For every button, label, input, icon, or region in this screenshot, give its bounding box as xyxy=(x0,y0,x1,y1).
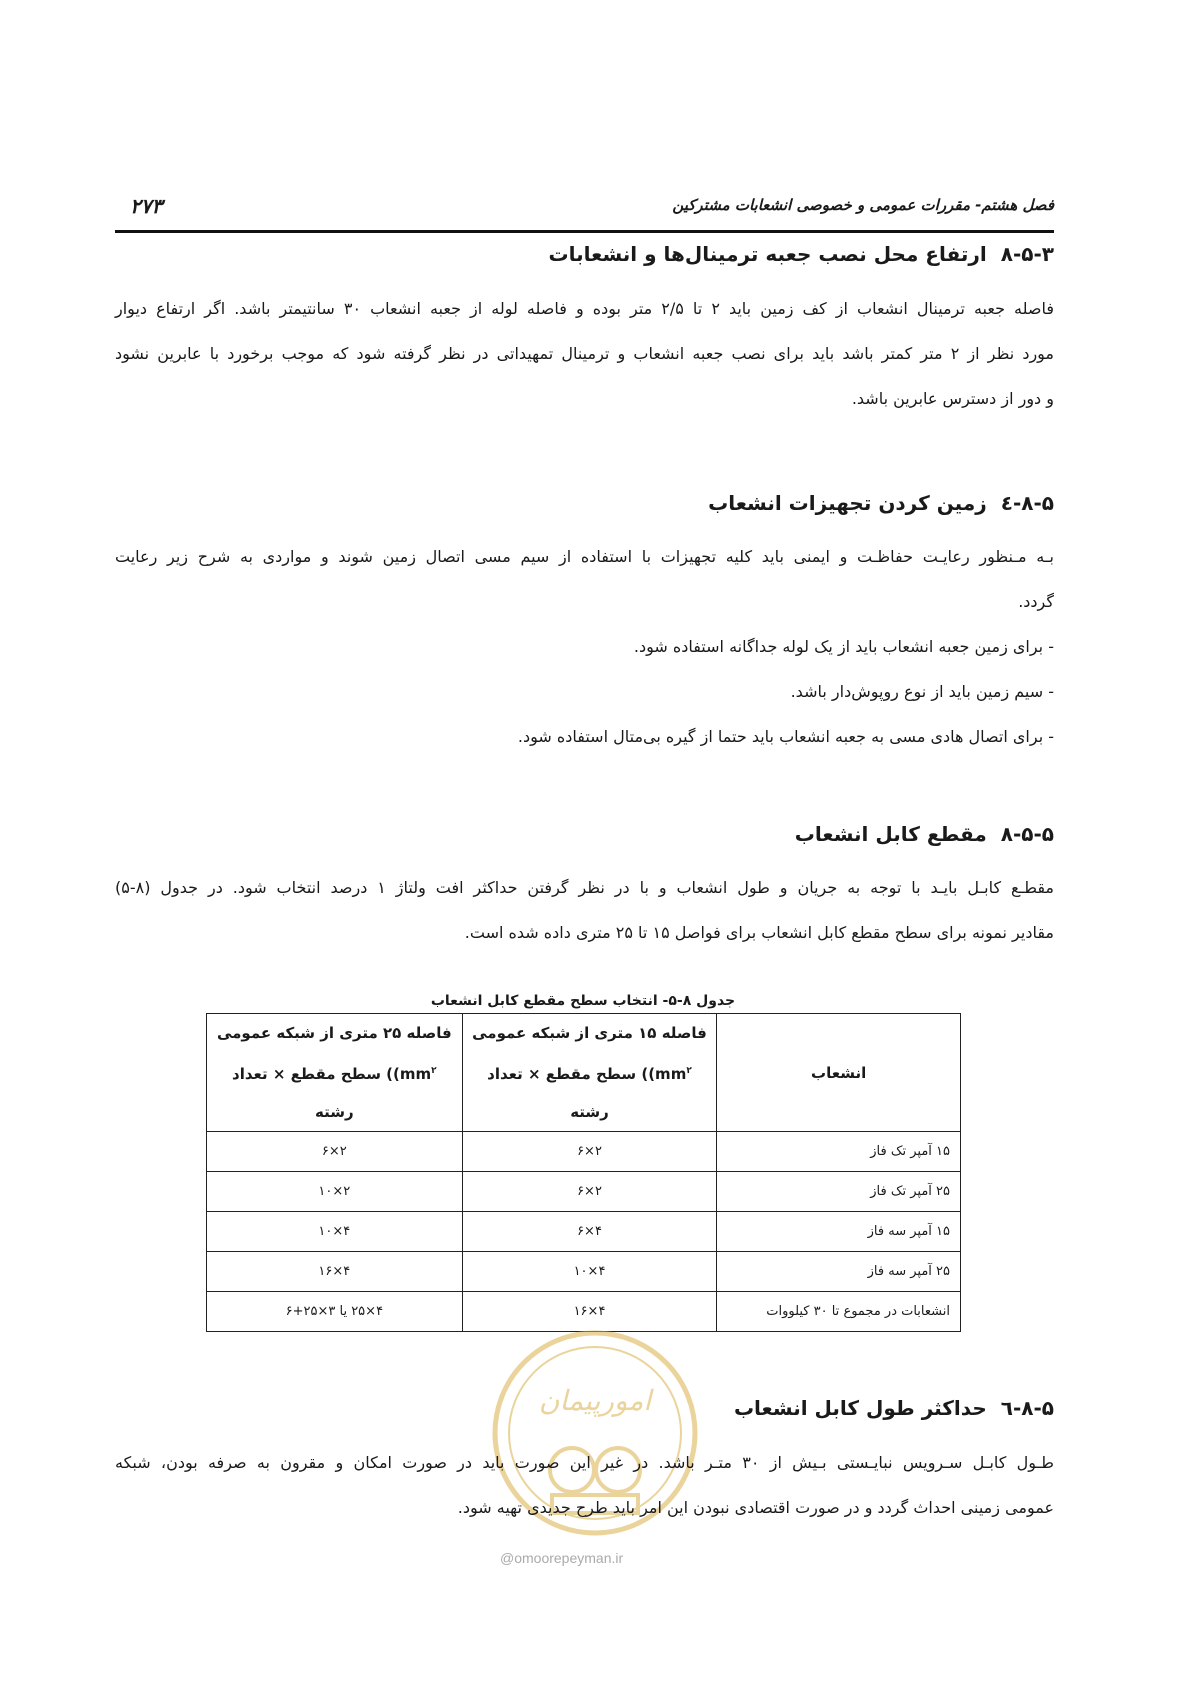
table-row xyxy=(207,1212,961,1252)
paragraph-line: مقادیر نمونه برای سطح مقطع کابل انشعاب برای فواصل ۱۵ تا ۲۵ متری داده شده است. xyxy=(464,923,1054,942)
cell-branch: ۱۵ آمپر سه فاز xyxy=(717,1212,961,1252)
unit-rest: ) سطح مقطع × تعداد xyxy=(232,1065,394,1083)
watermark-logo-text: امورپیمان xyxy=(538,1384,652,1417)
cell-15m: ۴×۱۰ xyxy=(462,1252,717,1292)
paragraph-line: فاصله جعبه ترمینال انشعاب از کف زمین باید ۲ تا ۲/۵ متر بوده و فاصله لوله از جعبه انشعاب ۳۰ سانتیمتر باشد. اگر ارتفاع دیوار xyxy=(115,299,1055,318)
list-item: - سیم زمین باید از نوع روپوش‌دار باشد. xyxy=(518,669,1054,714)
paragraph-line: مقطـع کابـل بایـد با توجه به جریان و طول انشعاب و با در نظر گرفتن حداکثر افت ولتاژ ۱ درصد انتخاب شود. در جدول (۸-۵) xyxy=(115,878,1055,897)
unit-text: (mm xyxy=(648,1065,687,1083)
section-6-paragraph xyxy=(115,1440,1054,1530)
header-unit-line xyxy=(469,1052,711,1093)
cell-15m: ۴×۱۶ xyxy=(462,1292,717,1332)
cell-25m: ۴×۱۶ xyxy=(207,1252,463,1292)
header-15m xyxy=(462,1014,717,1132)
cell-15m: ۲×۶ xyxy=(462,1132,717,1172)
page-number: ۲۷۳ xyxy=(130,194,163,218)
section-title: حداکثر طول کابل انشعاب xyxy=(733,1396,987,1420)
section-title: مقطع کابل انشعاب xyxy=(794,822,987,846)
paragraph-line: بـه مـنظور رعایـت حفاظـت و ایمنی باید کلیه تجهیزات با استفاده از سیم مسی اتصال زمین شوند و مواردی به شرح زیر رعایت xyxy=(115,547,1054,566)
page-header xyxy=(115,196,1054,233)
cable-section-table xyxy=(206,1013,961,1332)
watermark-site: @omoorepeyman.ir xyxy=(500,1550,624,1566)
table-row xyxy=(207,1252,961,1292)
header-line: رشته xyxy=(570,1103,609,1121)
paragraph-line: طـول کابـل سـرویس نبایـستی بـیش از ۳۰ متـر باشد. در غیر این صورت باید در صورت امکان و مقرون به صرفه بودن، شبکه xyxy=(115,1453,1054,1472)
section-4-paragraph xyxy=(115,534,1054,624)
section-number: ۸-۵-۳ xyxy=(1000,242,1054,266)
header-25m xyxy=(207,1014,463,1132)
cell-15m: ۲×۶ xyxy=(462,1172,717,1212)
section-title: ارتفاع محل نصب جعبه ترمینال‌ها و انشعابات xyxy=(548,242,987,266)
unit-text: (mm xyxy=(393,1065,432,1083)
section-heading-5 xyxy=(795,822,1054,846)
header-unit-line xyxy=(213,1052,456,1093)
table-row xyxy=(207,1172,961,1212)
list-item: - برای زمین جعبه انشعاب باید از یک لوله جداگانه استفاده شود. xyxy=(518,624,1054,669)
table-header-row xyxy=(207,1014,961,1132)
bullet-list xyxy=(518,624,1054,759)
unit-superscript: ۲ xyxy=(686,1066,692,1076)
cell-25m: ۲×۱۰ xyxy=(207,1172,463,1212)
cell-branch: انشعابات در مجموع تا ۳۰ کیلووات xyxy=(717,1292,961,1332)
section-heading-4 xyxy=(708,491,1054,515)
unit-rest: ) سطح مقطع × تعداد xyxy=(487,1065,649,1083)
section-title: زمین کردن تجهیزات انشعاب xyxy=(708,491,987,515)
paragraph-line: و دور از دسترس عابرین باشد. xyxy=(851,389,1054,408)
header-branch: انشعاب xyxy=(717,1014,961,1132)
header-line: فاصله ۲۵ متری از شبکه عمومی xyxy=(216,1024,452,1042)
header-line: رشته xyxy=(315,1103,354,1121)
cell-25m: ۴×۱۰ xyxy=(207,1212,463,1252)
list-item: - برای اتصال هادی مسی به جعبه انشعاب باید حتما از گیره بی‌متال استفاده شود. xyxy=(518,714,1054,759)
section-number: ۸-۵-٤ xyxy=(1000,491,1054,515)
section-number: ۸-۵-٦ xyxy=(1000,1396,1054,1420)
cell-15m: ۴×۶ xyxy=(462,1212,717,1252)
header-line: فاصله ۱۵ متری از شبکه عمومی xyxy=(472,1024,707,1042)
section-3-paragraph xyxy=(115,286,1054,421)
cell-25m: ۲×۶ xyxy=(207,1132,463,1172)
cell-branch: ۲۵ آمپر تک فاز xyxy=(717,1172,961,1212)
table-row xyxy=(207,1132,961,1172)
chapter-title: فصل هشتم- مقررات عمومی و خصوصی انشعابات مشترکین xyxy=(672,196,1054,214)
section-heading-6 xyxy=(734,1396,1054,1420)
section-heading-3 xyxy=(549,242,1054,266)
section-5-paragraph xyxy=(115,865,1054,955)
paragraph-line: مورد نظر از ۲ متر کمتر باشد باید برای نصب جعبه انشعاب و ترمینال تمهیداتی در نظر گرفته شود که موجب برخورد با عابرین نشود xyxy=(115,344,1055,363)
table-caption: جدول ۸-۵- انتخاب سطح مقطع کابل انشعاب xyxy=(430,993,736,1009)
section-number: ۸-۵-۵ xyxy=(1000,822,1054,846)
unit-superscript: ۲ xyxy=(431,1066,437,1076)
cell-25m: ۴×۲۵ یا ۳×۲۵+۶ xyxy=(207,1292,463,1332)
cell-branch: ۲۵ آمپر سه فاز xyxy=(717,1252,961,1292)
paragraph-line: عمومی زمینی احداث گردد و در صورت اقتصادی نبودن این امر باید طرح جدیدی تهیه شود. xyxy=(457,1498,1054,1517)
paragraph-line: گردد. xyxy=(1018,592,1054,611)
cell-branch: ۱۵ آمپر تک فاز xyxy=(717,1132,961,1172)
